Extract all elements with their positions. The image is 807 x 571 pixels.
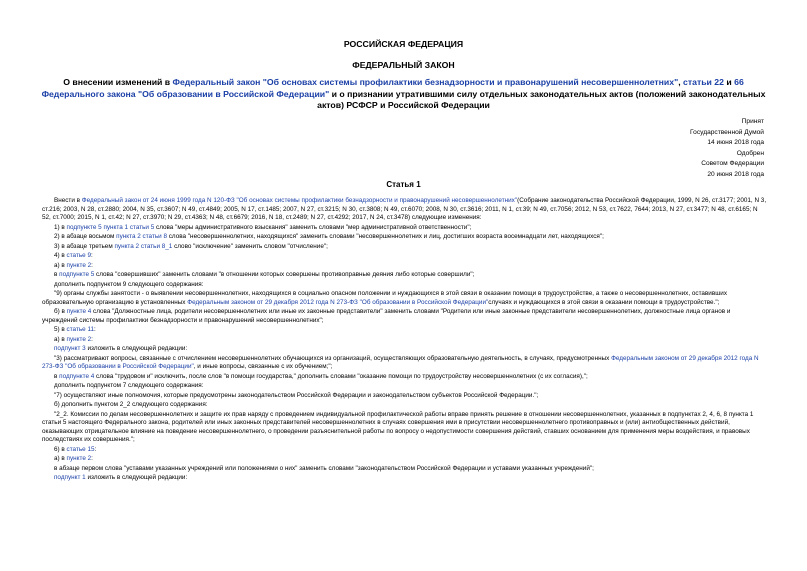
list-item: б) дополнить пунктом 2_2 следующего содержания: <box>54 401 208 408</box>
article-heading: Статья 1 <box>386 180 421 189</box>
law-273-link[interactable]: Федеральным законом от 29 декабря 2012 года N 273-ФЗ "Об образовании в Российской Федерации" <box>187 298 489 306</box>
list-item: в абзаце первом слова "уставами указанных учреждений или положениями о них" заменить словами "законодательством Российской Федерации и уставами указанных учреждений"; <box>54 464 594 472</box>
list-item: а) в пункте 2: <box>54 455 93 462</box>
law-120-ref-link[interactable]: Федеральный закон от 24 июня 1999 года N 120-ФЗ "Об основах системы профилактики безнадзорности и правонарушений несовершеннолетних" <box>81 197 518 204</box>
federation-heading: РОССИЙСКАЯ ФЕДЕРАЦИЯ <box>343 39 464 49</box>
list-item: "7) осуществляют иные полномочия, которые предусмотрены законодательством Российской Федерации и законодательством субъектов Российской Федерации."; <box>54 391 539 399</box>
ref-link[interactable]: подпункте 5 <box>59 271 95 278</box>
ref-link[interactable]: пункте 2 <box>66 455 92 462</box>
ref-link[interactable]: подпункт 3 <box>54 345 86 352</box>
list-item: подпункт 3 изложить в следующей редакции: <box>54 345 188 352</box>
ref-link[interactable]: пункте 2 <box>66 335 92 343</box>
list-item: а) в пункте 2: <box>54 335 93 343</box>
ref-link[interactable]: пункте 4 <box>66 308 92 315</box>
law-type-heading: ФЕДЕРАЛЬНЫЙ ЗАКОН <box>352 60 455 70</box>
ref-link[interactable]: статье 9 <box>66 252 91 259</box>
list-item: 4) в статье 9: <box>54 252 93 259</box>
ref-link[interactable]: подпункте 4 <box>59 372 95 380</box>
ref-link[interactable]: пункта 2 статьи 8_1 <box>114 242 173 250</box>
list-item: дополнить подпунктом 7 следующего содержания: <box>54 382 204 389</box>
law-120-link[interactable]: Федеральный закон "Об основах системы профилактики безнадзорности и правонарушений несовершеннолетних" <box>172 77 679 87</box>
list-item: дополнить подпунктом 9 следующего содержания: <box>54 280 204 288</box>
article-22-link[interactable]: статьи 22 <box>683 77 724 87</box>
list-item: "2_2. Комиссии по делам несовершеннолетних и защите их прав наряду с проведением индивидуальной профилактической работы вправе принять решение в отношении несовершеннолетних, указанных в подпунктах 2, 4, 6, 8 пункта 1 статьи 5 настоящего Федерального закона, родителей или иных законных представителей несовершеннолетних в случаях совершения ими в присутствии несовершеннолетнего противоправных и (или) антиобщественных действий, оказывающих отрицательное влияние на поведение несовершеннолетнего, о проведении разъяснительной работы по вопросу о недопустимости совершения действий, ставших основанием для применения меры воздействия, и правовых последствиях их совершения."; <box>42 410 754 443</box>
ref-link[interactable]: подпункт 1 <box>54 474 86 481</box>
adoption-block: Принят Государственной Думой 14 июня 2018 года Одобрен Советом Федерации 20 июня 2018 года <box>690 118 764 178</box>
list-item: "3) рассматривают вопросы, связанные с отчислением несовершеннолетних обучающихся из организаций, осуществляющих образовательную деятельность, в случаях, предусмотренных Федеральным законом от 29 декабря 2012 года N 273-ФЗ "Об образовании в Российской Федерации", и иные вопросы, связанные с их обучением;"; <box>42 354 759 370</box>
law-title: О внесении изменений в Федеральный закон "Об основах системы профилактики безнадзорности и правонарушений несовершеннолетних", статьи 22 и 66 Федерального закона "Об образовании в Российской Федерации" и о признании утратившими силу отдельных законодательных актов (положений законодательных актов) РСФСР и Российской Федерации <box>41 77 766 110</box>
list-item: б) в пункте 4 слова "Должностные лица, родители несовершеннолетних или иные их законные представители" заменить словами "Родители или иные законные представители несовершеннолетних, должностные лица органов и учреждений системы профилактики безнадзорности и правонарушений несовершеннолетних"; <box>42 308 731 324</box>
article-66-link[interactable]: 66 Федерального закона "Об образовании в Российской Федерации" <box>41 77 744 99</box>
ref-link[interactable]: статье 11 <box>66 326 95 333</box>
list-item: 6) в статье 15: <box>54 445 97 453</box>
ref-link[interactable]: пункте 2 <box>66 261 92 269</box>
ref-link[interactable]: пункта 2 статьи 8 <box>116 233 167 240</box>
article-body <box>42 197 767 484</box>
list-item: в подпункте 5 слова "совершивших" заменить словами "в отношении которых совершены противоправные деяния либо которые совершили"; <box>54 271 475 278</box>
list-item: 2) в абзаце восьмом пункта 2 статьи 8 слова "несовершеннолетних, находящихся" заменить словами "несовершеннолетних и лиц, достигших возраста восемнадцати лет, находящихся"; <box>54 233 604 240</box>
list-item: в подпункте 4 слова "трудовом и" исключить, после слов "в помощи государства," дополнить словами "оказание помощи по трудоустройству несовершеннолетних (с их согласия),"; <box>54 372 588 380</box>
list-item: 3) в абзаце третьем пункта 2 статьи 8_1 слово "исключение" заменить словом "отчисление"; <box>54 242 328 250</box>
list-item: подпункт 1 изложить в следующей редакции: <box>54 474 188 481</box>
list-item: 5) в статье 11: <box>54 326 96 333</box>
list-item: 1) в подпункте 5 пункта 1 статьи 5 слова "меры административного взыскания" заменить словами "мер административной ответственности"; <box>54 223 472 231</box>
paragraph: Внести в Федеральный закон от 24 июня 1999 года N 120-ФЗ "Об основах системы профилактики безнадзорности и правонарушений несовершеннолетних"(Собрание законодательства Российской Федерации, 1999, N 26, ст.3177; 2001, N 3, ст.216; 2003, N 28, ст.2880; 2004, N 35, ст.3607; N 49, ст.4849; 2005, N 17, ст.1485; 2007, N 27, ст.3215; N 30, ст.3808; N 49, ст.6070; 2008, N 30, ст.3616; 2011, N 1, ст.39; N 49, ст.7056; 2012, N 53, ст.7622, 7644; 2013, N 27, ст.3477; N 48, ст.6165; N 52, ст.7000; 2015, N 1, ст.42; N 27, ст.3970; N 29, ст.4363; N 48, ст.6679; 2016, N 18, ст.2489; N 27, ст.4292; 2017, N 24, ст.3478) следующие изменения: <box>42 197 767 221</box>
ref-link[interactable]: статье 15 <box>66 445 95 453</box>
list-item: "9) органы службы занятости - о выявлении несовершеннолетних, находящихся в социально опасном положении и нуждающихся в этой связи в оказании помощи в трудоустройстве, а также о несовершеннолетних, оставивших образовательную организацию в установленных Федеральным законом от 29 декабря 2012 года N 273-ФЗ "Об образовании в Российской Федерации"случаях и нуждающихся в этой связи в оказании помощи в трудоустройстве."; <box>42 290 728 306</box>
law-273-link[interactable]: Федеральным законом от 29 декабря 2012 года N 273-ФЗ "Об образовании в Российской Федерации" <box>42 354 759 370</box>
ref-link[interactable]: подпункте 5 пункта 1 статьи 5 <box>66 223 155 231</box>
list-item: а) в пункте 2: <box>54 261 93 269</box>
